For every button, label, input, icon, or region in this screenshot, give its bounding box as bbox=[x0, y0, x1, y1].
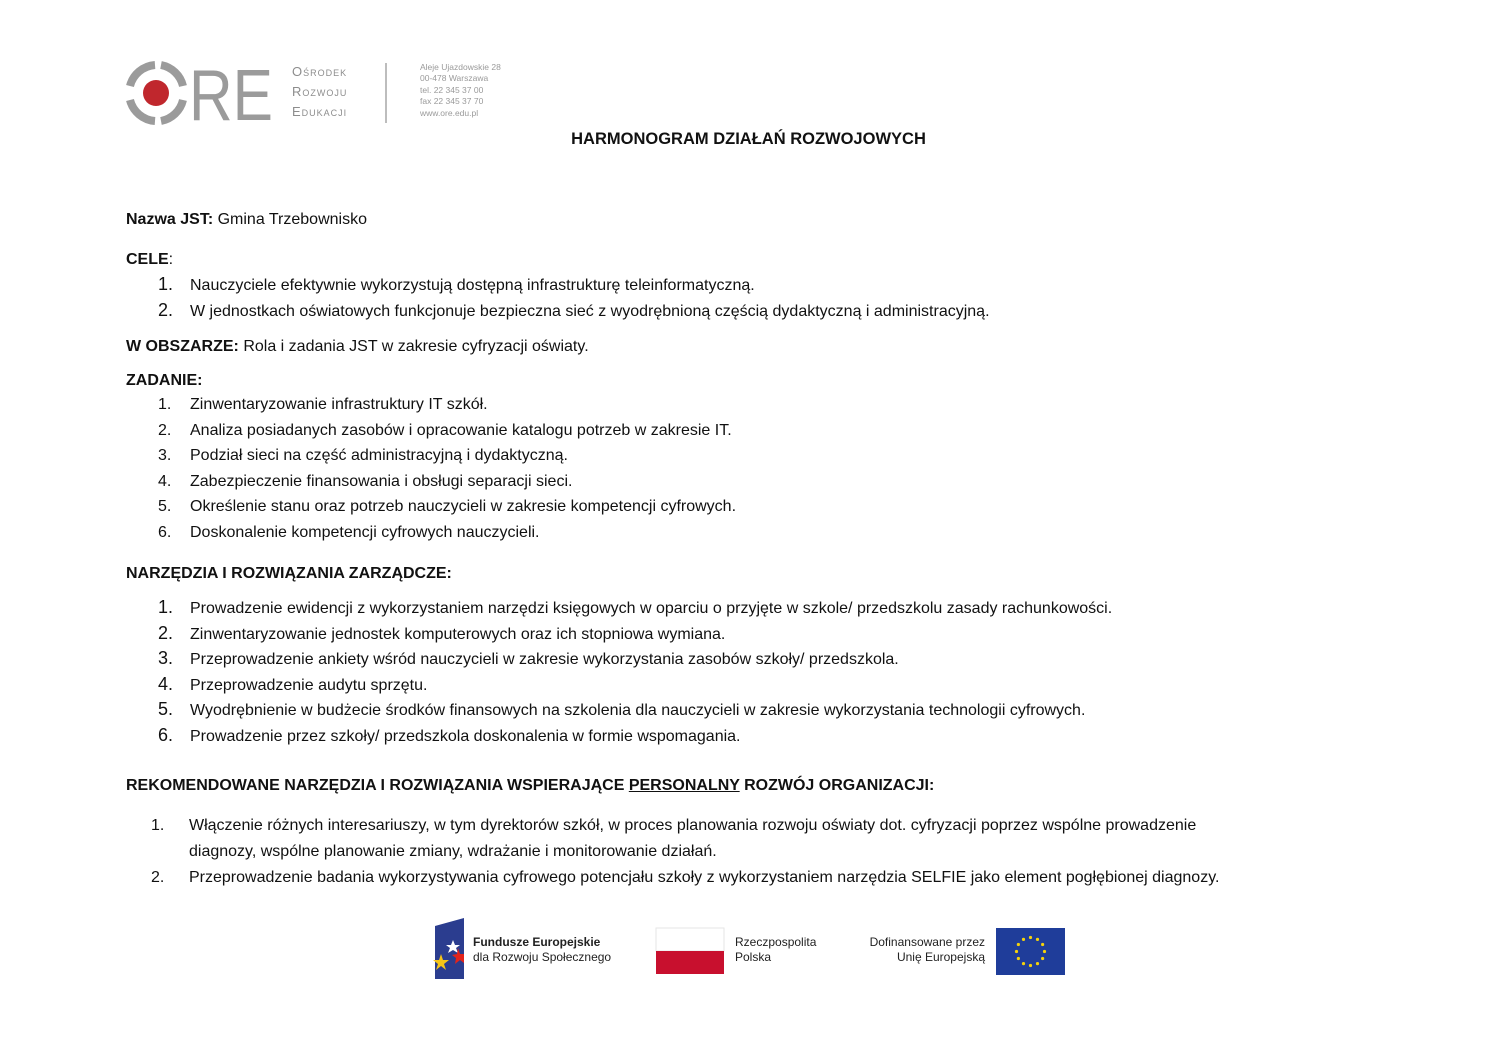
header-divider bbox=[385, 63, 387, 123]
eu-star-icon bbox=[1022, 938, 1025, 941]
eu-star-icon bbox=[1017, 943, 1020, 946]
list-text: Podział sieci na część administracyjną i dydaktyczną. bbox=[190, 447, 568, 465]
jst-value: Gmina Trzebownisko bbox=[217, 211, 367, 228]
list-text: Nauczyciele efektywnie wykorzystują dostępną infrastrukturę teleinformatyczną. bbox=[190, 277, 755, 294]
cele-heading bbox=[126, 250, 173, 270]
list-text-continued: diagnozy, wspólne planowanie zmiany, wdrażanie i monitorowanie działań. bbox=[189, 843, 717, 860]
list-number: 4. bbox=[158, 472, 172, 490]
org-name-line: Rozwoju bbox=[292, 84, 348, 99]
list-number: 1. bbox=[158, 274, 174, 294]
address-line: Aleje Ujazdowskie 28 bbox=[420, 62, 501, 72]
list-text: Zinwentaryzowanie jednostek komputerowych oraz ich stopniowa wymiana. bbox=[190, 625, 726, 643]
eu-star-icon bbox=[1017, 957, 1020, 960]
cele-label: CELE bbox=[126, 251, 169, 268]
eu-star-icon bbox=[1036, 938, 1039, 941]
svg-text:RE: RE bbox=[189, 56, 273, 136]
list-text: Włączenie różnych interesariuszy, w tym dyrektorów szkół, w proces planowania rozwoju oświaty dot. cyfryzacji poprzez wspólne prowadzenie bbox=[189, 817, 1197, 834]
document-title: HARMONOGRAM DZIAŁAŃ ROZWOJOWYCH bbox=[571, 130, 926, 148]
list-number: 4. bbox=[158, 673, 174, 694]
eu-text-line: Unię Europejską bbox=[896, 950, 985, 964]
list-number: 3. bbox=[158, 447, 172, 465]
eu-star-icon bbox=[1041, 943, 1044, 946]
list-text: Wyodrębnienie w budżecie środków finansowych na szkolenia dla nauczycieli w zakresie wykorzystania technologii cyfrowych. bbox=[190, 702, 1086, 720]
rekomendowane-label-underlined: PERSONALNY bbox=[628, 777, 740, 794]
list-text: Prowadzenie przez szkoły/ przedszkola doskonalenia w formie wspomagania. bbox=[190, 728, 741, 745]
list-number: 5. bbox=[158, 498, 172, 516]
obszar-row bbox=[126, 337, 589, 357]
eu-star-icon bbox=[1022, 962, 1025, 965]
eu-star-icon bbox=[1041, 957, 1044, 960]
rzeczpospolita-polska-text bbox=[735, 935, 816, 965]
address-line: 00-478 Warszawa bbox=[420, 73, 489, 84]
eu-star-icon bbox=[1029, 936, 1032, 939]
pl-text-line: Rzeczpospolita bbox=[735, 935, 817, 949]
org-address bbox=[420, 62, 501, 119]
list-text: Określenie stanu oraz potrzeb nauczycieli w zakresie kompetencji cyfrowych. bbox=[190, 498, 737, 516]
list-number: 3. bbox=[158, 648, 174, 669]
list-text: Przeprowadzenie audytu sprzętu. bbox=[190, 676, 428, 694]
fundusze-europejskie-text bbox=[473, 935, 611, 965]
org-name bbox=[292, 62, 347, 122]
list-number: 2. bbox=[151, 869, 165, 886]
obszar-value: Rola i zadania JST w zakresie cyfryzacji oświaty. bbox=[243, 338, 589, 355]
jst-row bbox=[126, 210, 367, 230]
list-text: Zinwentaryzowanie infrastruktury IT szkół. bbox=[190, 396, 488, 413]
eu-flag-icon bbox=[996, 928, 1065, 975]
eu-star-icon bbox=[1029, 964, 1032, 967]
list-number: 2. bbox=[158, 300, 174, 320]
dofinansowane-text bbox=[845, 935, 985, 965]
address-website: www.ore.edu.pl bbox=[420, 107, 479, 118]
org-name-line: Ośrodek bbox=[292, 64, 348, 79]
fe-text-line: dla Rozwoju Społecznego bbox=[473, 950, 612, 964]
list-text: Przeprowadzenie ankiety wśród nauczycieli w zakresie wykorzystania zasobów szkoły/ przedszkola. bbox=[190, 651, 899, 669]
list-number: 6. bbox=[158, 725, 174, 745]
list-text: Przeprowadzenie badania wykorzystywania cyfrowego potencjału szkoły z wykorzystaniem narzędzia SELFIE jako element pogłębionej diagnozy. bbox=[189, 869, 1220, 886]
fe-text-line: Fundusze Europejskie bbox=[473, 935, 601, 949]
list-text: Zabezpieczenie finansowania i obsługi separacji sieci. bbox=[190, 472, 573, 490]
poland-flag-icon bbox=[656, 928, 724, 974]
list-text: Doskonalenie kompetencji cyfrowych nauczycieli. bbox=[190, 524, 540, 541]
address-fax: fax 22 345 37 70 bbox=[420, 96, 484, 107]
narzedzia-heading: NARZĘDZIA I ROZWIĄZANIA ZARZĄDCZE: bbox=[126, 565, 452, 582]
list-text: Analiza posiadanych zasobów i opracowanie katalogu potrzeb w zakresie IT. bbox=[190, 421, 732, 439]
list-number: 6. bbox=[158, 524, 172, 541]
eu-star-icon bbox=[1015, 950, 1018, 953]
eu-star-icon bbox=[1043, 950, 1046, 953]
list-number: 1. bbox=[151, 817, 165, 834]
list-number: 2. bbox=[158, 622, 174, 643]
rekomendowane-label-part: REKOMENDOWANE NARZĘDZIA I ROZWIĄZANIA WSPIERAJĄCE bbox=[126, 777, 629, 794]
list-text: W jednostkach oświatowych funkcjonuje bezpieczna sieć z wyodrębnioną częścią dydaktyczną i administracyjną. bbox=[190, 303, 990, 320]
list-number: 5. bbox=[158, 699, 174, 720]
zadanie-heading: ZADANIE: bbox=[126, 372, 203, 389]
list-number: 1. bbox=[158, 597, 174, 617]
obszar-label: W OBSZARZE: bbox=[126, 338, 239, 355]
fundusze-europejskie-logo bbox=[431, 918, 464, 979]
list-number: 1. bbox=[158, 396, 172, 413]
org-name-line: Edukacji bbox=[292, 104, 348, 119]
ore-logo bbox=[125, 56, 275, 136]
eu-text-line: Dofinansowane przez bbox=[869, 935, 985, 949]
list-text: Prowadzenie ewidencji z wykorzystaniem narzędzi księgowych w oparciu o przyjęte w szkole/ przedszkolu zasady rachunkowości. bbox=[190, 600, 1113, 617]
rekomendowane-label-part: ROZWÓJ ORGANIZACJI: bbox=[739, 777, 935, 794]
pl-text-line: Polska bbox=[735, 950, 772, 964]
list-number: 2. bbox=[158, 421, 172, 439]
rekomendowane-heading bbox=[126, 776, 934, 796]
eu-flag-background bbox=[996, 928, 1065, 975]
cele-colon: : bbox=[168, 251, 174, 268]
jst-label: Nazwa JST: bbox=[126, 211, 214, 228]
address-phone: tel. 22 345 37 00 bbox=[420, 84, 484, 95]
eu-star-icon bbox=[1036, 962, 1039, 965]
